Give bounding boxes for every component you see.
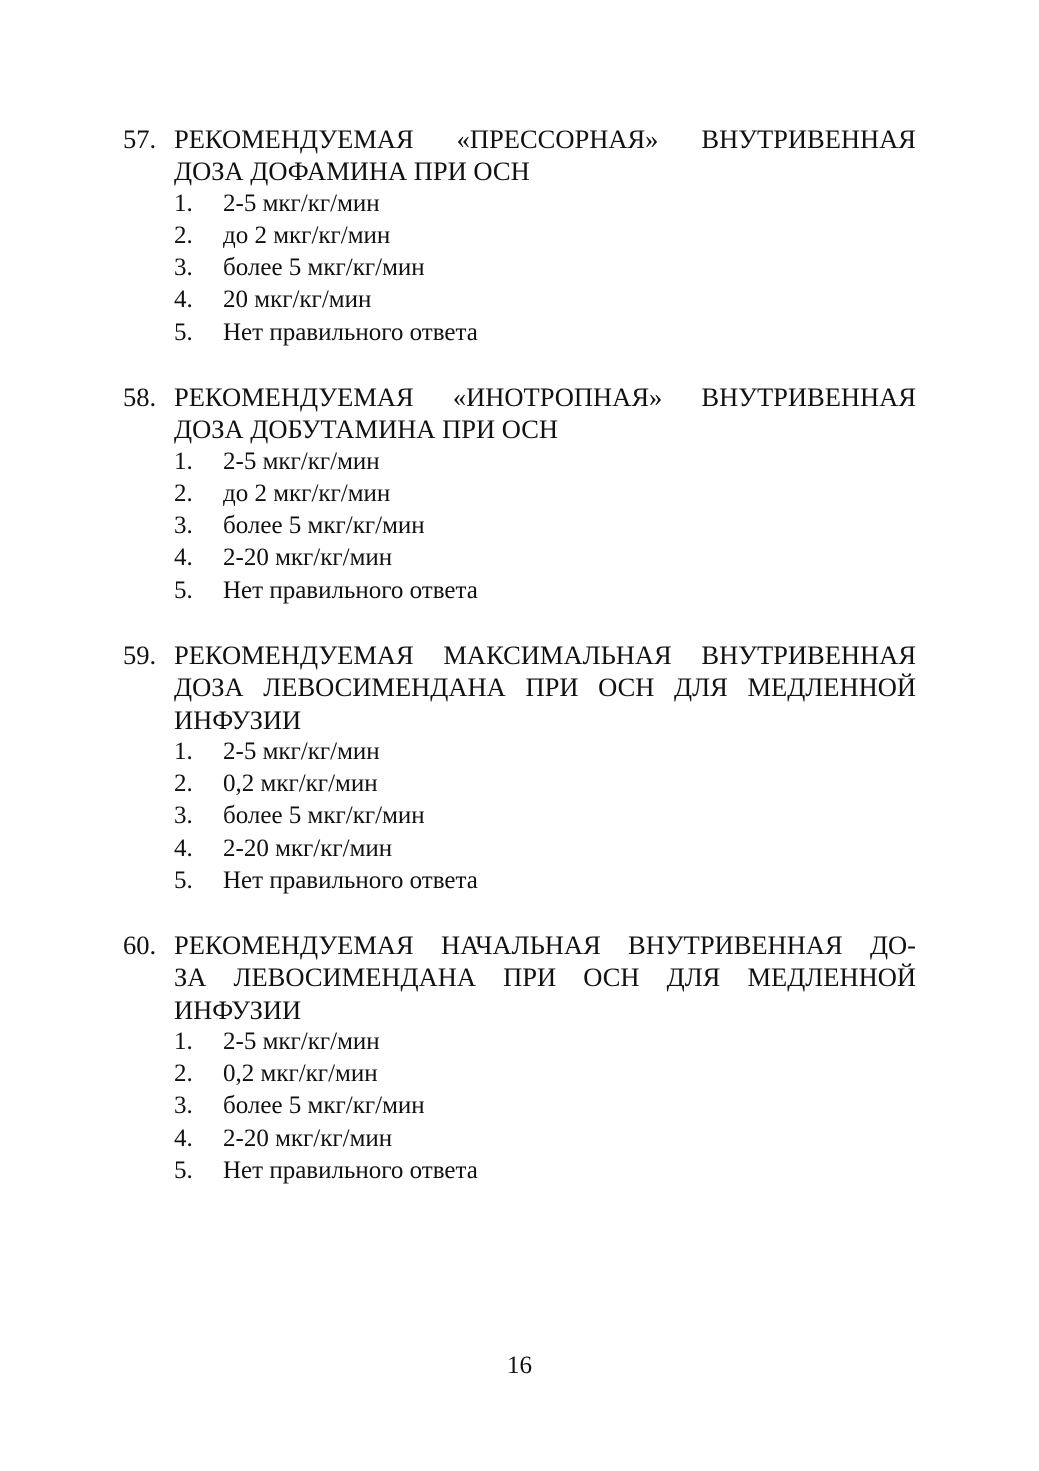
answer-option [123,768,916,800]
answer-text: более 5 мкг/кг/мин [223,512,425,540]
answer-number: 5. [174,1157,193,1185]
question-text [174,381,916,446]
question-text [174,123,916,188]
question-line: РЕКОМЕНДУЕМАЯ «ПРЕССОРНАЯ» ВНУТРИВЕННАЯ [174,124,916,154]
answer-text: Нет правильного ответа [223,1157,478,1185]
question-line: РЕКОМЕНДУЕМАЯ «ИНОТРОПНАЯ» ВНУТРИВЕННАЯ [174,382,916,412]
answer-number: 3. [174,802,193,830]
answer-number: 3. [174,512,193,540]
answer-text: 20 мкг/кг/мин [223,286,372,314]
answer-option [123,510,916,542]
answer-option [123,865,916,897]
answer-option [123,252,916,284]
answer-list [123,1026,916,1187]
question-heading [123,123,916,188]
question-number: 59. [123,640,157,670]
answer-text: до 2 мкг/кг/мин [223,221,391,249]
answer-option [123,446,916,478]
answer-number: 4. [174,286,193,314]
page-number: 16 [507,1352,532,1379]
answer-text: 2-5 мкг/кг/мин [223,1027,380,1055]
answer-text: 2-5 мкг/кг/мин [223,737,380,765]
answer-list [123,188,916,349]
question-line: ДОЗА ЛЕВОСИМЕНДАНА ПРИ ОСН ДЛЯ МЕДЛЕННОЙ [174,672,916,703]
answer-text: 2-20 мкг/кг/мин [223,544,393,572]
question-heading [123,639,916,736]
answer-number: 4. [174,1124,193,1152]
answer-number: 5. [174,318,193,346]
answer-text: 0,2 мкг/кг/мин [223,1060,378,1088]
answer-option [123,478,916,510]
answer-number: 3. [174,1092,193,1120]
question-number: 57. [123,124,157,154]
answer-option [123,542,916,574]
answer-list [123,736,916,897]
answer-list [123,446,916,607]
answer-number: 1. [174,737,193,765]
question-line: ЗА ЛЕВОСИМЕНДАНА ПРИ ОСН ДЛЯ МЕДЛЕННОЙ [174,962,916,993]
question-59 [123,639,916,897]
question-text [174,929,916,1026]
answer-text: Нет правильного ответа [223,318,478,346]
question-heading [123,929,916,1026]
question-line: ДОЗА ДОБУТАМИНА ПРИ ОСН [174,414,559,445]
question-heading [123,381,916,446]
answer-option [123,317,916,349]
question-line: РЕКОМЕНДУЕМАЯ МАКСИМАЛЬНАЯ ВНУТРИВЕННАЯ [174,640,916,670]
answer-option [123,1058,916,1090]
answer-text: Нет правильного ответа [223,867,478,895]
question-line: ИНФУЗИИ [174,704,302,735]
answer-text: 2-20 мкг/кг/мин [223,834,393,862]
answer-number: 5. [174,576,193,604]
answer-number: 2. [174,221,193,249]
answer-option [123,736,916,768]
answer-number: 1. [174,189,193,217]
answer-option [123,575,916,607]
question-57 [123,123,916,349]
answer-text: 2-5 мкг/кг/мин [223,189,380,217]
answer-number: 1. [174,447,193,475]
answer-text: 0,2 мкг/кг/мин [223,770,378,798]
question-number: 58. [123,382,157,412]
answer-option [123,284,916,316]
answer-text: Нет правильного ответа [223,576,478,604]
question-number: 60. [123,930,157,960]
answer-number: 4. [174,544,193,572]
answer-text: 2-20 мкг/кг/мин [223,1124,393,1152]
question-58 [123,381,916,607]
answer-number: 2. [174,1060,193,1088]
answer-number: 4. [174,834,193,862]
answer-option [123,220,916,252]
answer-text: более 5 мкг/кг/мин [223,254,425,282]
question-line: ИНФУЗИИ [174,994,302,1025]
answer-text: более 5 мкг/кг/мин [223,802,425,830]
answer-number: 2. [174,770,193,798]
question-text [174,639,916,736]
question-line: РЕКОМЕНДУЕМАЯ НАЧАЛЬНАЯ ВНУТРИВЕННАЯ ДО- [174,930,916,960]
answer-text: 2-5 мкг/кг/мин [223,447,380,475]
answer-text: до 2 мкг/кг/мин [223,479,391,507]
answer-option [123,800,916,832]
answer-option [123,188,916,220]
answer-text: более 5 мкг/кг/мин [223,1092,425,1120]
answer-number: 2. [174,479,193,507]
answer-number: 3. [174,254,193,282]
question-60 [123,929,916,1187]
answer-number: 1. [174,1027,193,1055]
answer-option [123,1090,916,1122]
question-line: ДОЗА ДОФАМИНА ПРИ ОСН [174,156,530,187]
answer-option [123,1155,916,1187]
answer-option [123,1123,916,1155]
answer-option [123,1026,916,1058]
answer-option [123,833,916,865]
answer-number: 5. [174,867,193,895]
